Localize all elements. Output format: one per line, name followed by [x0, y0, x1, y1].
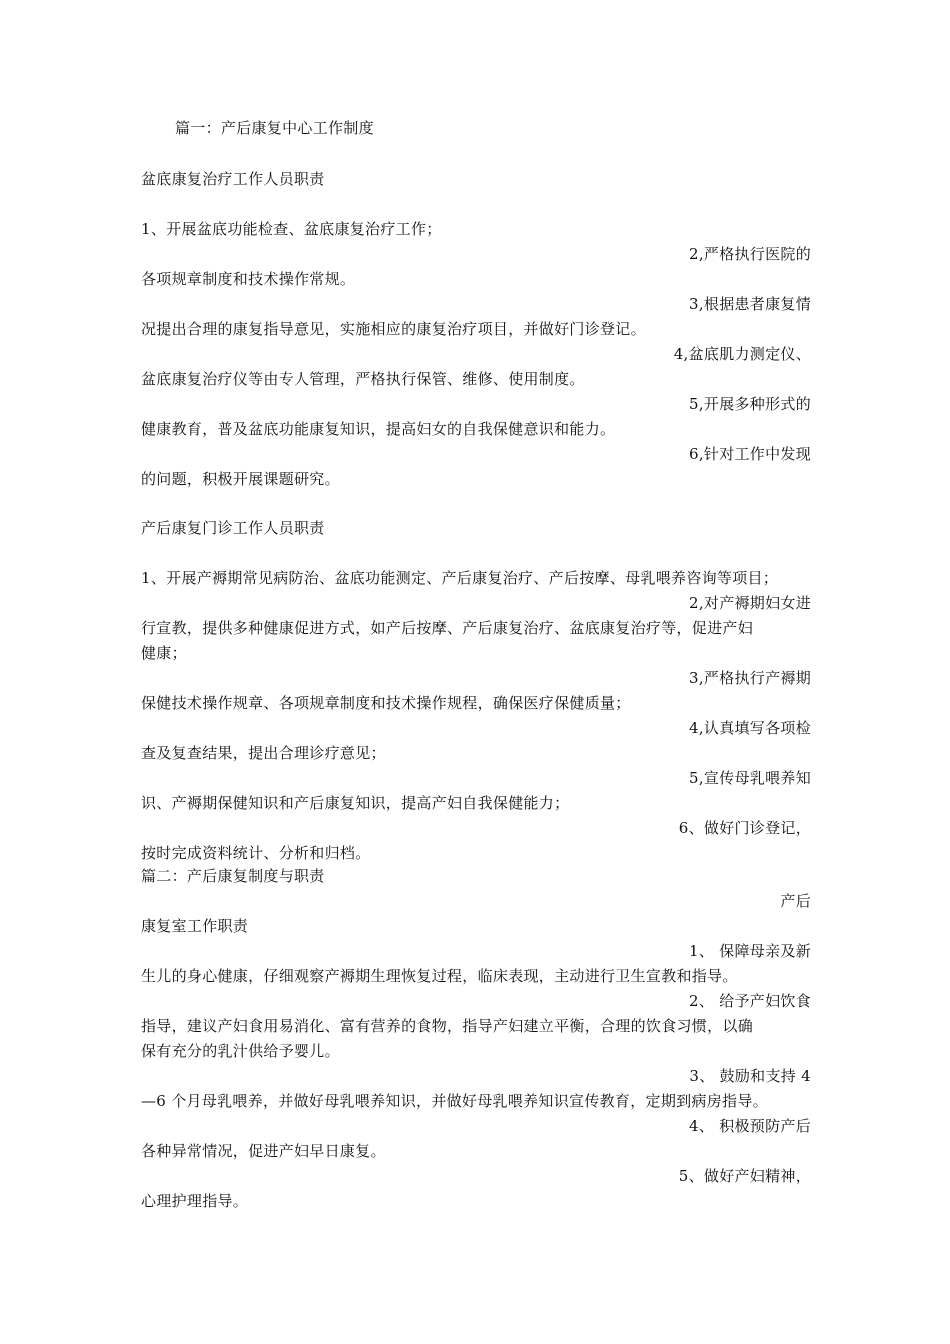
clinic-item-6-lead: 6、做好门诊登记， — [678, 819, 811, 837]
clinic-item-5-text: 识、产褥期保健知识和产后康复知识，提高产妇自我保健能力； — [141, 794, 570, 812]
pelvic-item-4-text: 盆底康复治疗仪等由专人管理，严格执行保管、维修、使用制度。 — [141, 370, 585, 388]
clinic-item-1: 1、开展产褥期常见病防治、盆底功能测定、产后康复治疗、产后按摩、母乳喂养咨询等项目； — [141, 569, 779, 587]
pelvic-item-3-lead: 3,根据患者康复情 — [688, 295, 811, 313]
section-pelvic-title: 盆底康复治疗工作人员职责 — [141, 170, 325, 188]
clinic-item-6-text: 按时完成资料统计、分析和归档。 — [141, 844, 371, 862]
room-item-4-lead: 4、 积极预防产后 — [688, 1117, 811, 1135]
room-item-3-text: —6 个月母乳喂养，并做好母乳喂养知识，并做好母乳喂养知识宣传教育，定期到病房指导。 — [141, 1092, 768, 1110]
clinic-item-4-lead: 4,认真填写各项检 — [688, 719, 811, 737]
pelvic-item-5-lead: 5,开展多种形式的 — [688, 395, 811, 413]
room-item-1-text: 生儿的身心健康，仔细观察产褥期生理恢复过程，临床表现，主动进行卫生宣教和指导。 — [141, 967, 738, 985]
section-clinic-title: 产后康复门诊工作人员职责 — [141, 519, 325, 537]
clinic-item-3-lead: 3,严格执行产褥期 — [688, 669, 811, 687]
pelvic-item-4-lead: 4,盆底肌力测定仪、 — [673, 345, 811, 363]
room-item-5-text: 心理护理指导。 — [141, 1192, 249, 1210]
pelvic-item-2-text: 各项规章制度和技术操作常规。 — [141, 270, 356, 288]
pelvic-item-3-text: 况提出合理的康复指导意见，实施相应的康复治疗项目，并做好门诊登记。 — [141, 320, 646, 338]
pelvic-item-6-lead: 6,针对工作中发现 — [688, 445, 811, 463]
part-two-title: 篇二：产后康复制度与职责 — [141, 867, 325, 885]
pelvic-item-5-text: 健康教育，普及盆底功能康复知识，提高妇女的自我保健意识和能力。 — [141, 420, 616, 438]
section-room-title-b: 康复室工作职责 — [141, 917, 249, 935]
pelvic-item-6-text: 的问题，积极开展课题研究。 — [141, 470, 340, 488]
pelvic-item-1: 1、开展盆底功能检查、盆底康复治疗工作； — [141, 220, 442, 238]
pelvic-item-2-lead: 2,严格执行医院的 — [688, 245, 811, 263]
room-item-2-text-cont: 保有充分的乳汁供给予婴儿。 — [141, 1042, 340, 1060]
section-room-title-a: 产后 — [780, 892, 811, 910]
clinic-item-5-lead: 5,宣传母乳喂养知 — [688, 769, 811, 787]
room-item-2-text: 指导，建议产妇食用易消化、富有营养的食物，指导产妇建立平衡，合理的饮食习惯，以确 — [141, 1017, 754, 1035]
room-item-3-lead: 3、 鼓励和支持 4 — [689, 1067, 811, 1085]
clinic-item-2-lead: 2,对产褥期妇女进 — [688, 594, 811, 612]
clinic-item-3-text: 保健技术操作规章、各项规章制度和技术操作规程，确保医疗保健质量； — [141, 694, 631, 712]
room-item-5-lead: 5、做好产妇精神， — [678, 1167, 811, 1185]
room-item-1-lead: 1、 保障母亲及新 — [688, 942, 811, 960]
room-item-4-text: 各种异常情况，促进产妇早日康复。 — [141, 1142, 386, 1160]
part-one-title: 篇一：产后康复中心工作制度 — [175, 119, 374, 137]
clinic-item-2-text-cont: 健康； — [141, 644, 187, 662]
clinic-item-2-text: 行宣教，提供多种健康促进方式，如产后按摩、产后康复治疗、盆底康复治疗等，促进产妇 — [141, 619, 754, 637]
room-item-2-lead: 2、 给予产妇饮食 — [688, 992, 811, 1010]
clinic-item-4-text: 查及复查结果，提出合理诊疗意见； — [141, 744, 386, 762]
